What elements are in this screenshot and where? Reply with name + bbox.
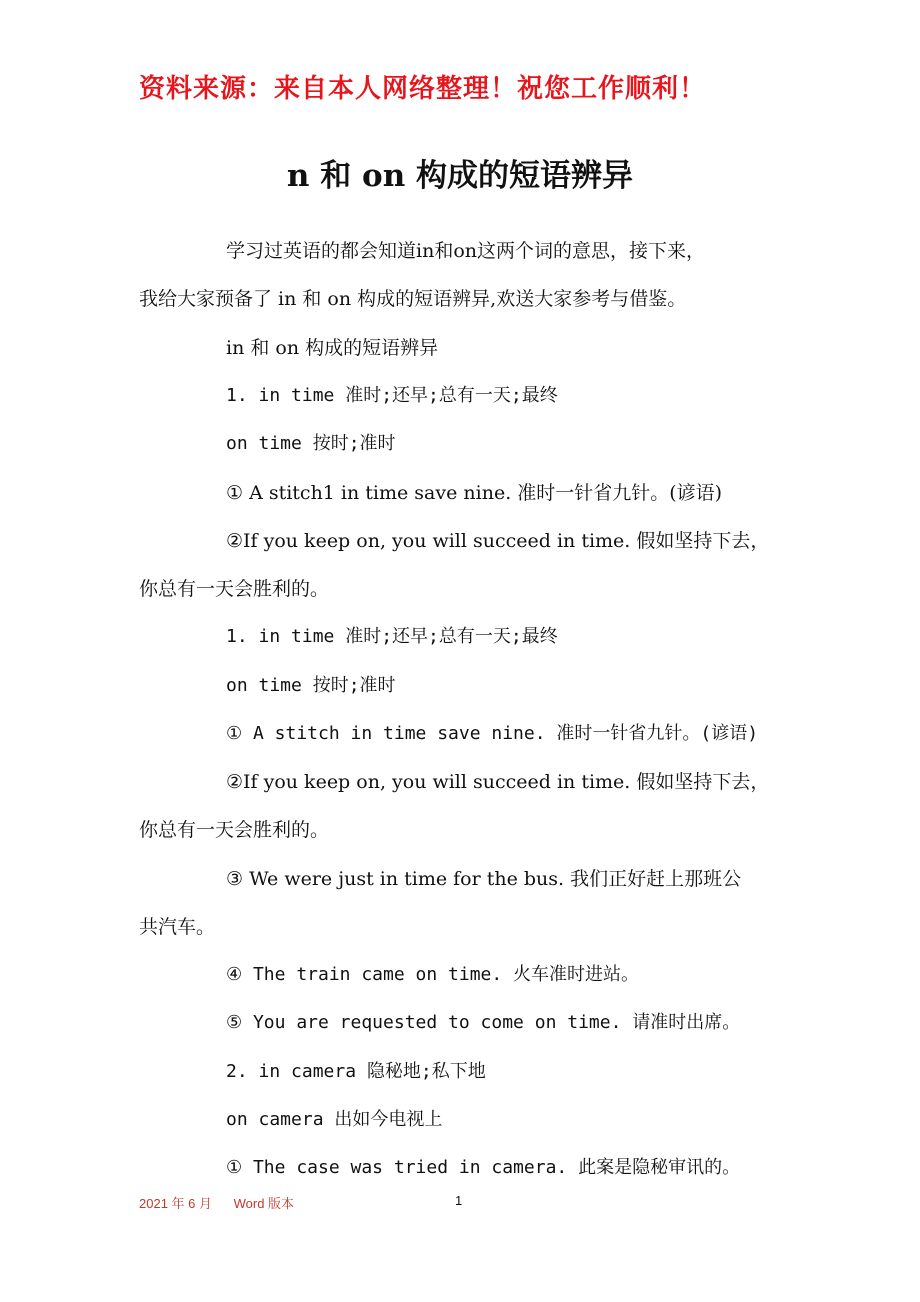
phrase-entry: 1. in time 准时;还早;总有一天;最终 — [226, 626, 558, 647]
footer-version: Word 版本 — [233, 1196, 295, 1211]
example-sentence: ① A stitch1 in time save nine. 准时一针省九针。(谚语) — [226, 482, 723, 504]
example-sentence: ②If you keep on, you will succeed in time. 假如坚持下去， — [226, 771, 770, 793]
source-banner: 资料来源：来自本人网络整理！祝您工作顺利！ — [139, 74, 707, 104]
example-sentence: ① The case was tried in camera. 此案是隐秘审讯的。 — [226, 1157, 741, 1178]
page-number: 1 — [455, 1193, 463, 1208]
example-sentence: ③ We were just in time for the bus. 我们正好赶上那班公 — [226, 868, 742, 890]
section-heading: in 和 on 构成的短语辨异 — [226, 337, 439, 359]
example-sentence-continued: 共汽车。 — [139, 916, 216, 938]
example-sentence: ⑤ You are requested to come on time. 请准时出席。 — [226, 1012, 741, 1033]
phrase-entry: on time 按时;准时 — [226, 433, 396, 454]
document-title: n 和 on 构成的短语辨异 — [286, 158, 634, 194]
phrase-entry: 2. in camera 隐秘地;私下地 — [226, 1061, 486, 1082]
example-sentence: ②If you keep on, you will succeed in time. 假如坚持下去， — [226, 530, 770, 552]
example-sentence: ① A stitch in time save nine. 准时一针省九针。(谚语) — [226, 723, 759, 744]
footer-date: 2021 年 6 月 — [139, 1196, 212, 1211]
example-sentence-continued: 你总有一天会胜利的。 — [139, 578, 330, 600]
paragraph-line: 学习过英语的都会知道in和on这两个词的意思，接下来， — [226, 240, 705, 262]
footer-meta — [139, 1193, 312, 1212]
phrase-entry: on time 按时;准时 — [226, 675, 396, 696]
phrase-entry: on camera 出如今电视上 — [226, 1109, 443, 1130]
paragraph-line: 我给大家预备了 in 和 on 构成的短语辨异,欢送大家参考与借鉴。 — [139, 288, 687, 310]
example-sentence-continued: 你总有一天会胜利的。 — [139, 819, 330, 841]
example-sentence: ④ The train came on time. 火车准时进站。 — [226, 964, 640, 985]
phrase-entry: 1. in time 准时;还早;总有一天;最终 — [226, 385, 558, 406]
